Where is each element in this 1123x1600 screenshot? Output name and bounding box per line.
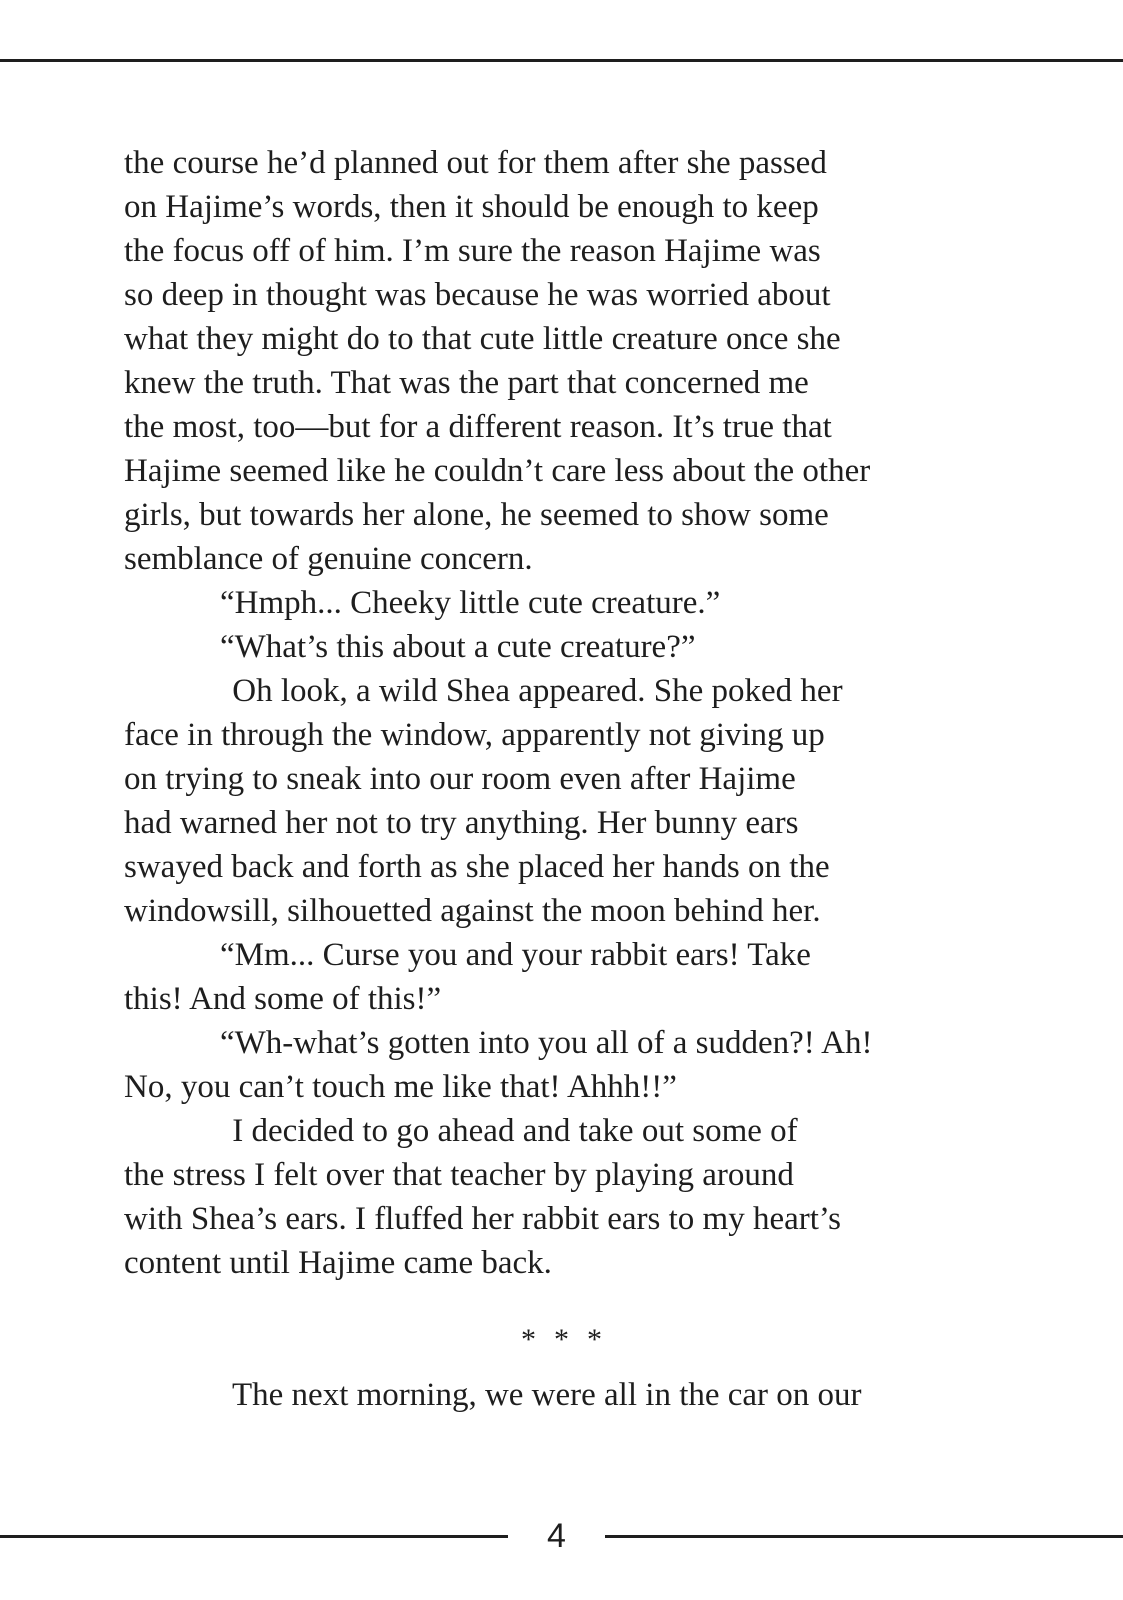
text-line: Hajime seemed like he couldn’t care less about the other [124,453,871,489]
text-line: this! And some of this!” [124,981,442,1017]
text-line: the most, too—but for a different reason. It’s true that [124,409,832,445]
text-line: on Hajime’s words, then it should be enough to keep [124,189,819,225]
text-line: the focus off of him. I’m sure the reason Hajime was [124,233,821,269]
footer-rule-right [605,1535,1123,1538]
text-line: the course he’d planned out for them after she passed [124,145,827,181]
text-line: had warned her not to try anything. Her bunny ears [124,805,799,841]
text-line: so deep in thought was because he was worried about [124,277,831,313]
text-line: content until Hajime came back. [124,1245,552,1281]
text-line: “Mm... Curse you and your rabbit ears! Take [220,937,811,973]
scene-break-asterisk: * [587,1323,602,1356]
text-line: “Hmph... Cheeky little cute creature.” [220,585,721,621]
text-line: girls, but towards her alone, he seemed to show some [124,497,829,533]
text-line: knew the truth. That was the part that concerned me [124,365,809,401]
text-line: face in through the window, apparently not giving up [124,717,825,753]
text-line: the stress I felt over that teacher by playing around [124,1157,794,1193]
text-line: semblance of genuine concern. [124,541,533,577]
text-line: I decided to go ahead and take out some of [224,1113,798,1149]
text-line: Oh look, a wild Shea appeared. She poked her [224,673,843,709]
text-line: what they might do to that cute little creature once she [124,321,841,357]
text-line: “Wh-what’s gotten into you all of a sudden?! Ah! [220,1025,873,1061]
page-number: 4 [547,1517,566,1555]
text-line: swayed back and forth as she placed her hands on the [124,849,830,885]
text-line: No, you can’t touch me like that! Ahhh!!” [124,1069,677,1105]
scene-break-asterisk: * [554,1323,569,1356]
text-line: windowsill, silhouetted against the moon behind her. [124,893,821,929]
text-line: on trying to sneak into our room even after Hajime [124,761,796,797]
text-line: with Shea’s ears. I fluffed her rabbit ears to my heart’s [124,1201,841,1237]
text-line: “What’s this about a cute creature?” [220,629,696,665]
scene-break [0,1320,1123,1360]
footer-rule-left [0,1535,508,1538]
scene-break-asterisk: * [521,1323,536,1356]
text-line: The next morning, we were all in the car on our [232,1377,862,1413]
